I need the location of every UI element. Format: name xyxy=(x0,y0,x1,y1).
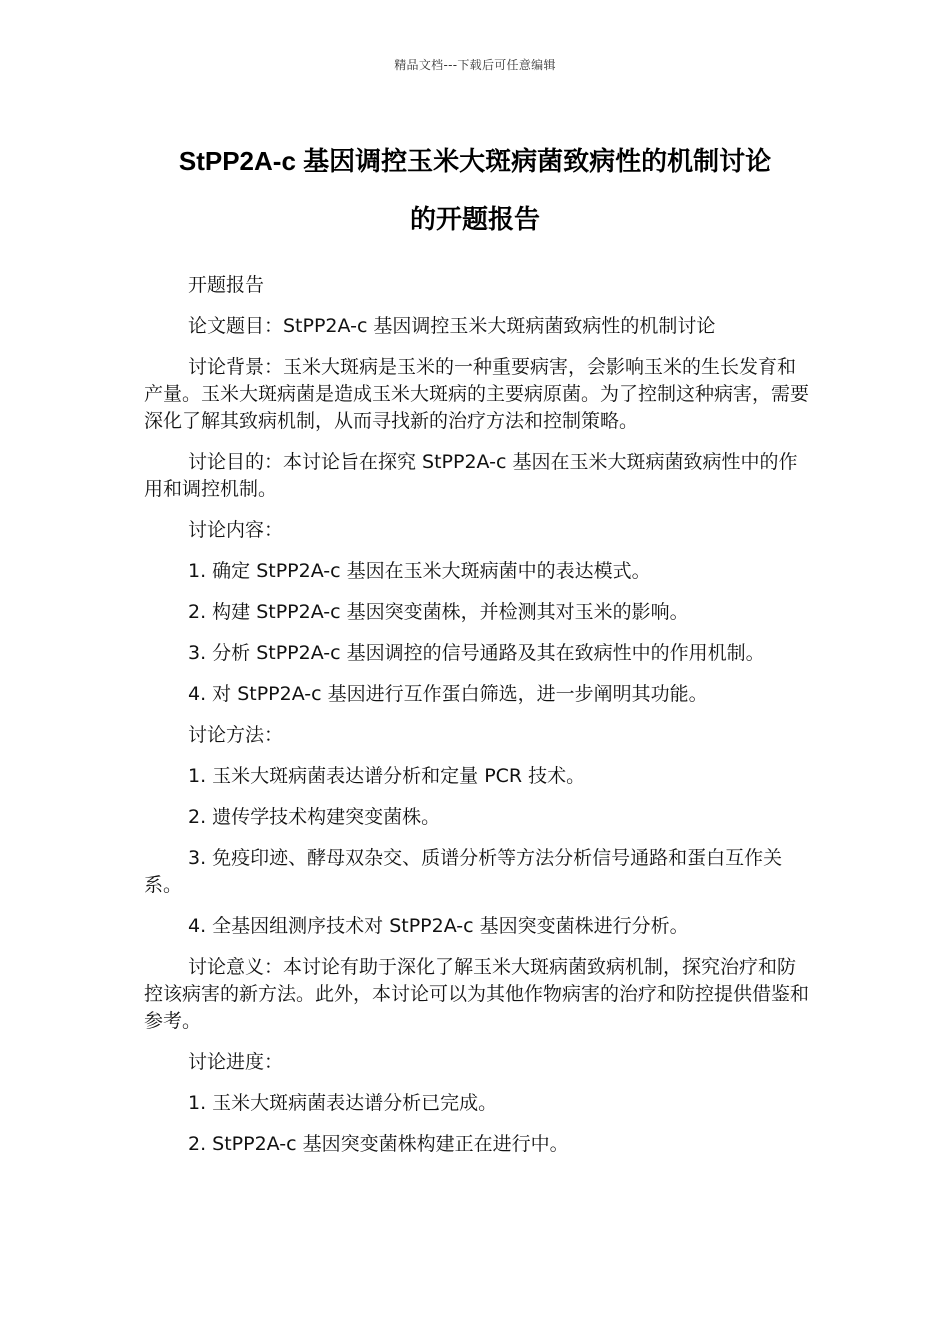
list-item: 1. 确定 StPP2A-c 基因在玉米大斑病菌中的表达模式。 xyxy=(188,560,651,582)
title-line-1: StPP2A-c 基因调控玉米大斑病菌致病性的机制讨论 xyxy=(178,146,772,176)
list-item: 3. 免疫印迹、酵母双杂交、质谱分析等方法分析信号通路和蛋白互作关系。 xyxy=(144,847,783,896)
paragraph-objective: 讨论目的：本讨论旨在探究 StPP2A-c 基因在玉米大斑病菌致病性中的作用和调控机制。 xyxy=(144,451,798,500)
header-watermark: 精品文档---下载后可任意编辑 xyxy=(394,58,556,72)
document-title xyxy=(120,132,830,248)
paragraph-progress-heading: 讨论进度： xyxy=(188,1051,284,1073)
paragraph-background: 讨论背景：玉米大斑病是玉米的一种重要病害，会影响玉米的生长发育和产量。玉米大斑病菌是造成玉米大斑病的主要病原菌。为了控制这种病害，需要深化了解其致病机制，从而寻找新的治疗方法和控制策略。 xyxy=(144,356,810,432)
paragraph-content-heading: 讨论内容： xyxy=(188,519,284,541)
list-item: 2. 遗传学技术构建突变菌株。 xyxy=(188,806,441,828)
document-body xyxy=(144,272,810,1172)
list-item: 4. 对 StPP2A-c 基因进行互作蛋白筛选，进一步阐明其功能。 xyxy=(188,683,708,705)
paragraph-methods-heading: 讨论方法： xyxy=(188,724,284,746)
paragraph-thesis-title: 论文题目：StPP2A-c 基因调控玉米大斑病菌致病性的机制讨论 xyxy=(188,315,716,337)
list-item: 2. 构建 StPP2A-c 基因突变菌株，并检测其对玉米的影响。 xyxy=(188,601,689,623)
list-item: 1. 玉米大斑病菌表达谱分析已完成。 xyxy=(188,1092,498,1114)
title-line-2: 的开题报告 xyxy=(409,204,540,234)
list-item: 4. 全基因组测序技术对 StPP2A-c 基因突变菌株进行分析。 xyxy=(188,915,689,937)
list-item: 3. 分析 StPP2A-c 基因调控的信号通路及其在致病性中的作用机制。 xyxy=(188,642,765,664)
paragraph-significance: 讨论意义：本讨论有助于深化了解玉米大斑病菌致病机制，探究治疗和防控该病害的新方法。此外，本讨论可以为其他作物病害的治疗和防控提供借鉴和参考。 xyxy=(144,956,810,1032)
list-item: 1. 玉米大斑病菌表达谱分析和定量 PCR 技术。 xyxy=(188,765,586,787)
list-item: 2. StPP2A-c 基因突变菌株构建正在进行中。 xyxy=(188,1133,569,1155)
paragraph-heading: 开题报告 xyxy=(188,274,265,296)
